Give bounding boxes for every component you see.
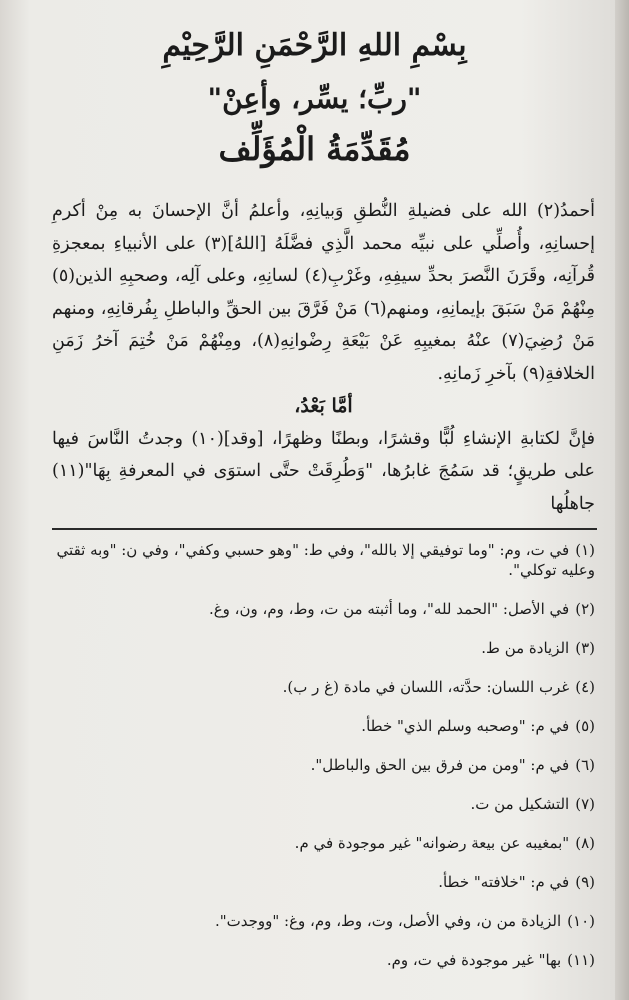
footnote: [40, 794, 595, 814]
paragraph-insha: فإنَّ لكتابةِ الإنشاءِ لُبًّا وقشرًا، وبطنًا وظهرًا، [وقد](١٠) وجدتُ النَّاسَ فيها على طريقٍ؛ قد سَمُجَ غابرُها، "وَطُرِقَتْ حتَّى استوَى في المعرفةِ بِهَا"(١١) جاهلُها: [52, 428, 595, 514]
footnote: [40, 716, 595, 736]
paragraph-intro: أحمدُ(٢) الله على فضيلةِ النُّطقِ وَبيانِهِ، وأعلمُ أنَّ الإحسانَ به مِنْ أكرمِ إحسانِهِ، وأُصلِّي على نبيِّه محمد الَّذِي فضَّلَهُ [اللهُ](٣) على الأنبياءِ بمعجزةِ قُرآنِه، وقَرَنَ النَّصرَ بحدِّ سيفِهِ، وغَرْبِ(٤) لسانِهِ، وعلى آلِه، وصحبِهِ الذين(٥) مِنْهُمْ مَنْ سَبَقَ بإيمانِهِ، ومنهم(٦) مَنْ فَرَّقَ بين الحقِّ والباطلِ بِفُرقانِهِ، ومنهم مَنْ رُضِيَ(٧) عنْهُ بمغيبِهِ عَنْ بَيْعَةِ رِضْوانِهِ(٨)، ومِنْهُمْ مَنْ خُتِمَ آخرُ زَمَنِ الخلافةِ(٩) بآخرِ زَمانِهِ.: [52, 201, 596, 384]
footnote: [40, 911, 595, 931]
basmala: بِسْمِ اللهِ الرَّحْمَنِ الرَّحِيْمِ: [162, 28, 467, 63]
footnote-text: الزيادة من ن، وفي الأصل، وت، وط، وم، وغ: "ووجدت".: [214, 912, 562, 930]
footnote-number: (٧): [575, 795, 595, 813]
footnote-number: (١١): [567, 951, 595, 969]
footnote: [40, 599, 595, 619]
footnote-number: (١): [575, 541, 595, 559]
footnote-text: في م: "خلافته" خطأ.: [438, 873, 570, 891]
footnote: [40, 677, 595, 697]
footnote-number: (١٠): [567, 912, 595, 930]
footnote-number: (٤): [575, 678, 595, 696]
footnote-text: بها" غير موجودة في ت، وم.: [386, 951, 562, 969]
footnote: [40, 755, 595, 775]
footnote-text: غرب اللسان: حدَّته، اللسان في مادة (غ ر ب).: [282, 678, 570, 696]
footnote: [40, 950, 595, 970]
main-text: [52, 195, 595, 520]
prayer-line: "ربِّ؛ يسِّر، وأعِنْ": [207, 82, 422, 115]
footnote: [40, 833, 595, 853]
footnote: [40, 638, 595, 658]
footnote-number: (٢): [575, 600, 595, 618]
footnote: [40, 872, 595, 892]
footnote-number: (٩): [575, 873, 595, 891]
footnote-number: (٣): [575, 639, 595, 657]
footnote-text: في الأصل: "الحمد لله"، وما أثبته من ت، وط، وم، ون، وغ.: [208, 600, 570, 618]
footnotes: [40, 540, 595, 989]
footnote-divider: [52, 528, 597, 530]
footnote-number: (٥): [575, 717, 595, 735]
footnote-number: (٦): [575, 756, 595, 774]
footnote-text: في ت، وم: "وما توفيقي إلا بالله"، وفي ط: "وهو حسبي وكفي"، وفي ن: "وبه ثقتي وعليه توكلي".: [56, 541, 595, 579]
footnote-text: في م: "وصحبه وسلم الذي" خطأ.: [361, 717, 570, 735]
footnote-text: "بمغيبه عن بيعة رضوانه" غير موجودة في م.: [294, 834, 570, 852]
footnote-text: التشكيل من ت.: [470, 795, 570, 813]
footnote: [40, 540, 595, 580]
footnote-number: (٨): [575, 834, 595, 852]
footnote-text: في م: "ومن من فرق بين الحق والباطل".: [310, 756, 570, 774]
page-title: مُقَدِّمَةُ الْمُؤَلِّف: [218, 130, 411, 168]
footnote-text: الزيادة من ط.: [481, 639, 570, 657]
amma-bad-heading: أمَّا بَعْدُ،: [294, 395, 353, 417]
